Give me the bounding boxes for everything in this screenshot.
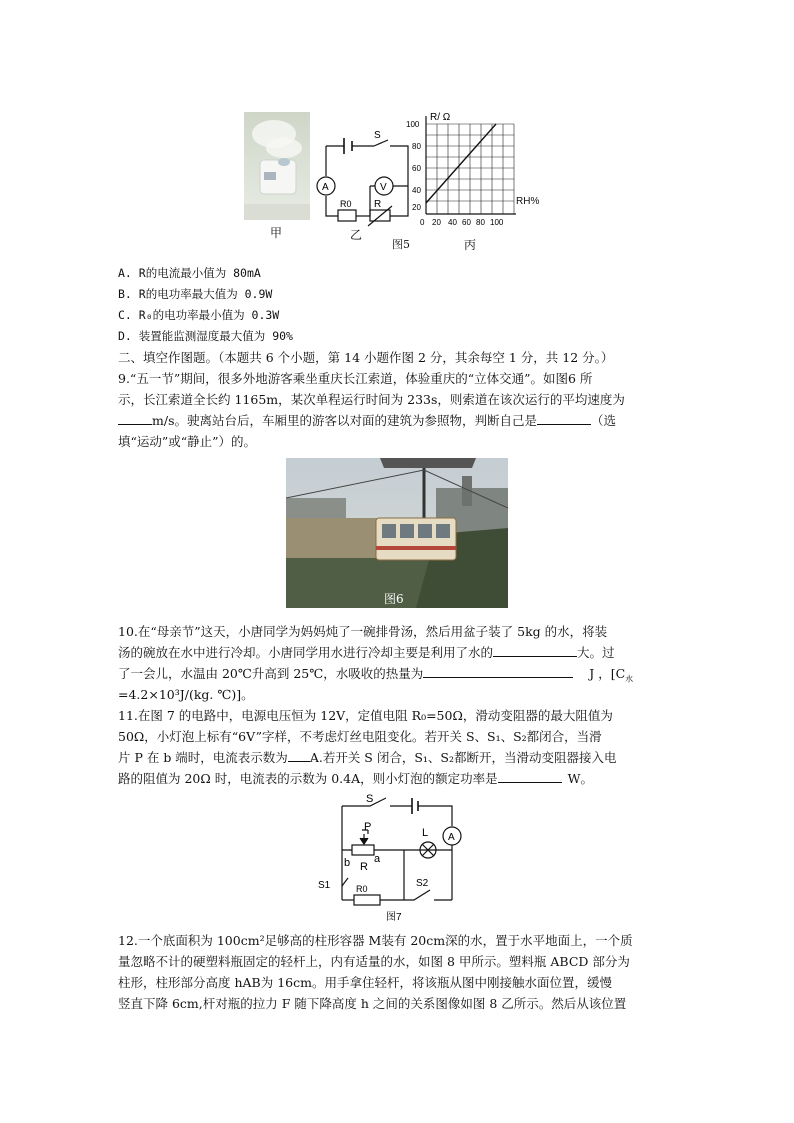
- humidifier-photo: [244, 112, 310, 220]
- figure-7: [312, 790, 482, 930]
- fig5-x-tick: 100: [490, 218, 504, 227]
- cable-car-photo: [286, 458, 508, 608]
- fig5-ammeter-symbol: A: [322, 182, 329, 193]
- q10-line3: 了一会儿，水温由 20℃升高到 25℃，水吸收的热量为 J ，[$C_水$: [118, 663, 633, 690]
- option-a: A. R的电流最小值为 80mA: [118, 266, 261, 280]
- q12-line1: 12.一个底面积为 100cm²足够高的柱形容器 M装有 20cm深的水，置于水平地面上，一个质: [118, 933, 633, 948]
- q10-blank-property[interactable]: [493, 642, 577, 657]
- q10-line4: =4.2×10³J/(kg. ℃)]。: [118, 687, 254, 702]
- fig5-x-tick: 0: [420, 218, 425, 227]
- fig5-label-yi: 乙: [350, 228, 363, 242]
- q9-line4: 填“运动”或“静止”）的。: [118, 434, 257, 449]
- fig5-x-tick: 80: [476, 218, 485, 227]
- fig7-switch-s: S: [366, 793, 374, 805]
- fig5-y-tick: 100: [406, 120, 420, 129]
- fig5-y-axis-label: R/ Ω: [430, 112, 451, 123]
- fig7-switch-s1: S1: [318, 880, 331, 891]
- fig5-caption: 图5: [392, 238, 410, 251]
- fig5-graph: [404, 112, 516, 230]
- fig5-x-tick: 60: [462, 218, 471, 227]
- fig7-switch-s2: S2: [416, 878, 429, 889]
- q10-line1: 10.在“母亲节”这天，小唐同学为妈妈炖了一碗排骨汤，然后用盆子装了 5kg 的水，将装: [118, 624, 608, 639]
- fig7-end-b: b: [344, 857, 351, 869]
- q12-line4: 竖直下降 6cm,杆对瓶的拉力 F 随下降高度 h 之间的关系图像如图 8 乙所示。然后从该位置: [118, 996, 627, 1011]
- fig5-y-tick: 20: [412, 203, 421, 212]
- figure-5: [244, 112, 540, 258]
- section-heading: 二、填空作图题。（本题共 6 个小题，第 14 小题作图 2 分，其余每空 1 分，共 12 分。）: [118, 350, 614, 365]
- option-c: C. R₀的电功率最小值为 0.3W: [118, 308, 280, 322]
- q10-line2: 汤的碗放在水中进行冷却。小唐同学用水进行冷却主要是利用了水的 大。过: [118, 642, 615, 663]
- q9-line1: 9.“五一节”期间，很多外地游客乘坐重庆长江索道，体验重庆的“立体交通”。如图6 所: [118, 371, 593, 386]
- fig7-rheostat-r: R: [360, 861, 368, 873]
- fig5-label-bing: 丙: [464, 238, 477, 252]
- fig7-circuit: [312, 790, 482, 930]
- fig7-ammeter-symbol: A: [448, 832, 455, 843]
- fig7-slider-p: P: [364, 821, 372, 833]
- q9-line3: m/s。驶离站台后，车厢里的游客以对面的建筑为参照物，判断自己是 （选: [118, 410, 616, 431]
- fig5-voltmeter-symbol: V: [380, 182, 387, 193]
- fig5-label-jia: 甲: [270, 226, 283, 240]
- q11-line3: 片 P 在 b 端时，电流表示数为 A.若开关 S 闭合，S₁、S₂都断开，当滑动变阻器接入电: [118, 747, 616, 768]
- fig5-r-label: R: [374, 199, 382, 210]
- fig5-y-tick: 40: [412, 186, 421, 195]
- fig5-r0-label: R0: [340, 199, 352, 209]
- q11-line2: 50Ω，小灯泡上标有“6V”字样，不考虑灯丝电阻变化。若开关 S、S₁、S₂都闭合，当滑: [118, 729, 602, 744]
- fig7-r0-label: R0: [356, 884, 368, 894]
- q11-line1: 11.在图 7 的电路中，电源电压恒为 12V，定值电阻 R₀=50Ω，滑动变阻器的最大阻值为: [118, 708, 613, 723]
- q11-blank-power[interactable]: [498, 768, 562, 783]
- q9-blank-speed[interactable]: [118, 410, 152, 425]
- q9-blank-state[interactable]: [537, 410, 591, 425]
- q11-blank-current[interactable]: [288, 747, 310, 762]
- option-d: D. 装置能监测湿度最大值为 90%: [118, 329, 293, 343]
- fig5-x-axis-label: RH%: [516, 196, 540, 207]
- fig5-x-tick: 40: [448, 218, 457, 227]
- fig5-switch-label: S: [374, 130, 381, 141]
- fig7-caption: 图7: [386, 912, 402, 923]
- fig5-y-tick: 80: [412, 142, 421, 151]
- q11-line4: 路的阻值为 20Ω 时，电流表的示数为 0.4A，则小灯泡的额定功率是 W。: [118, 768, 593, 789]
- figure-6: [286, 458, 508, 608]
- q10-blank-heat[interactable]: [423, 663, 573, 678]
- fig5-x-tick: 20: [432, 218, 441, 227]
- q12-line2: 量忽略不计的硬塑料瓶固定的轻杆上，内有适量的水，如图 8 甲所示。塑料瓶 ABCD 部分为: [118, 954, 630, 969]
- option-b: B. R的电功率最大值为 0.9W: [118, 287, 273, 301]
- fig5-y-tick: 60: [412, 164, 421, 173]
- q12-line3: 柱形，柱形部分高度 hAB为 16cm。用手拿住轻杆，将该瓶从图中刚接触水面位置，缓慢: [118, 975, 612, 990]
- fig5-circuit: [316, 130, 412, 240]
- fig7-lamp-l: L: [422, 827, 429, 839]
- fig6-caption: 图6: [384, 592, 404, 606]
- q9-line2: 示，长江索道全长约 1165m，某次单程运行时间为 233s，则索道在该次运行的平均速度为: [118, 392, 625, 407]
- fig7-end-a: a: [374, 853, 381, 865]
